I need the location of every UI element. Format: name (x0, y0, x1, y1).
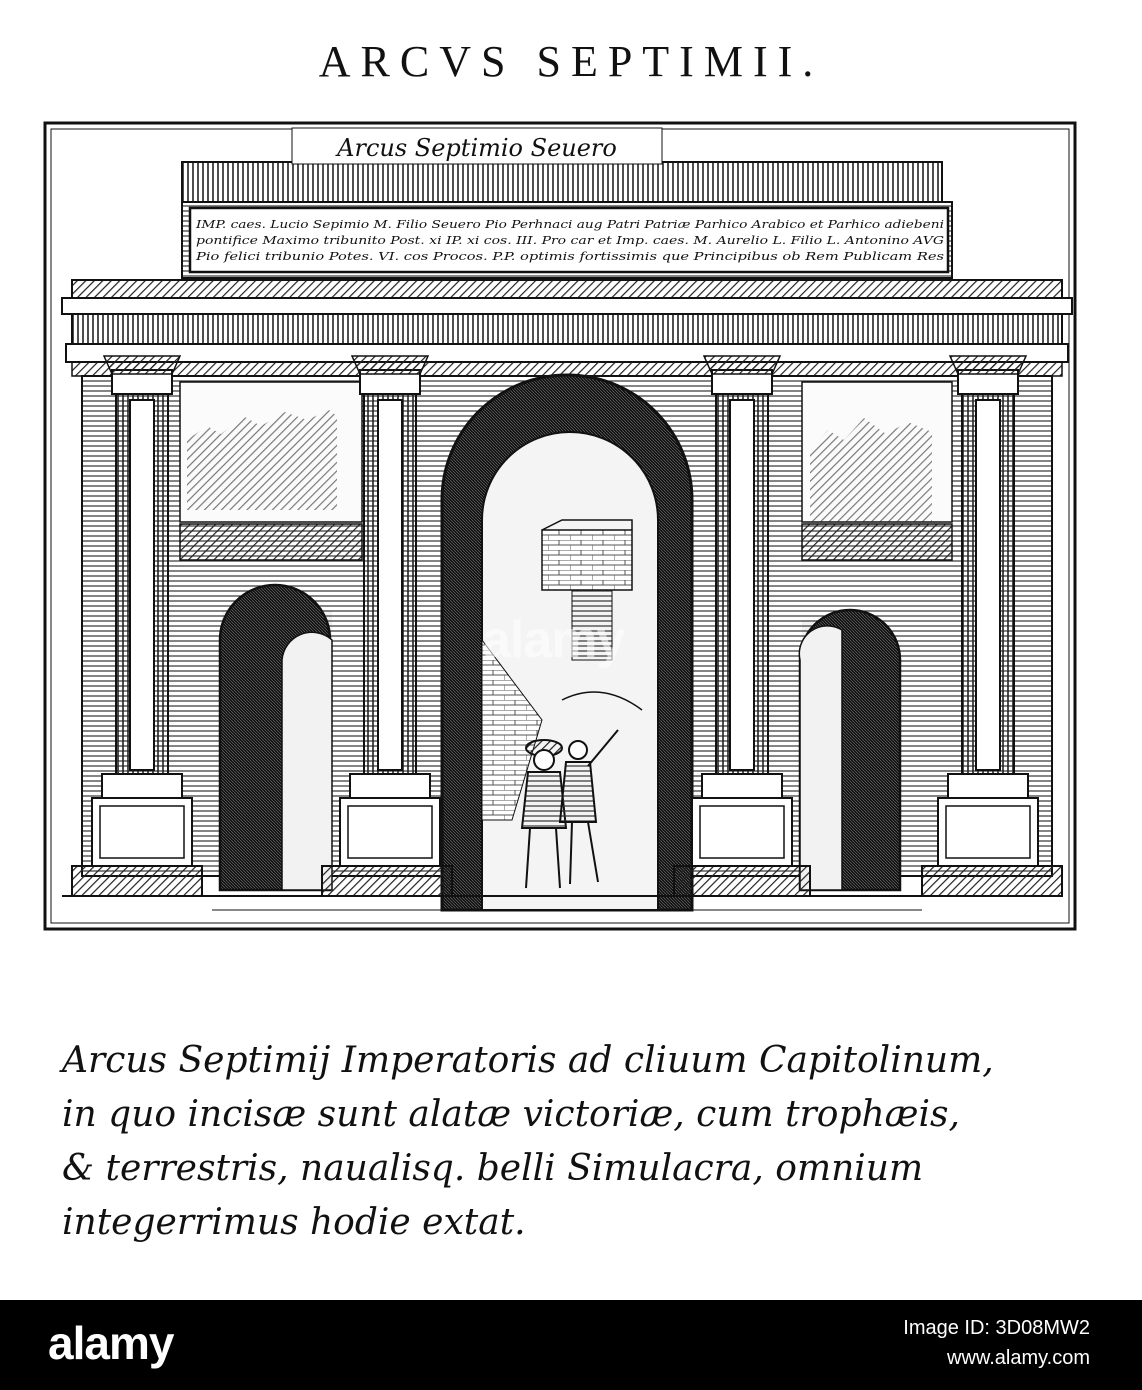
inscription-line-2: pontifice Maximo tribunito Post. xi IP. xi cos. III. Pro car et Imp. caes. M. Aurelio L. Filio L. Antonino AVG (196, 233, 944, 247)
image-id: Image ID: 3D08MW2 (903, 1317, 1090, 1339)
image-info (903, 1313, 1090, 1373)
site-url: www.alamy.com (947, 1347, 1090, 1369)
plate-heading: Arcus Septimio Seuero (337, 134, 617, 162)
caption-line-2: in quo incisæ sunt alatæ victoriæ, cum trophæis, (62, 1094, 960, 1135)
caption-line-3: & terrestris, naualisq. belli Simulacra, omnium (62, 1148, 924, 1189)
stock-banner (0, 1300, 1142, 1390)
caption-line-4: integerrimus hodie extat. (62, 1202, 526, 1243)
caption-text (62, 1034, 1122, 1250)
inscription-line-3: Pio felici tribunio Potes. VI. cos Procos. P.P. optimis fortissimis que Principibus ob Rem Publicam Res (194, 249, 945, 263)
triumphal-arch-engraving (42, 120, 1078, 932)
page-title: ARCVS SEPTIMII. (318, 37, 824, 86)
inscription-line-1: IMP. caes. Lucio Sepimio M. Filio Seuero Pio Perhnaci aug Patri Patriæ Parhico Arabico et Parhico adiebeni (194, 217, 945, 231)
alamy-watermark: alamy (482, 611, 625, 669)
alamy-logo: alamy (48, 1317, 174, 1369)
caption-line-1: Arcus Septimij Imperatoris ad cliuum Capitolinum, (62, 1040, 994, 1081)
engraving-plate (42, 120, 1078, 932)
